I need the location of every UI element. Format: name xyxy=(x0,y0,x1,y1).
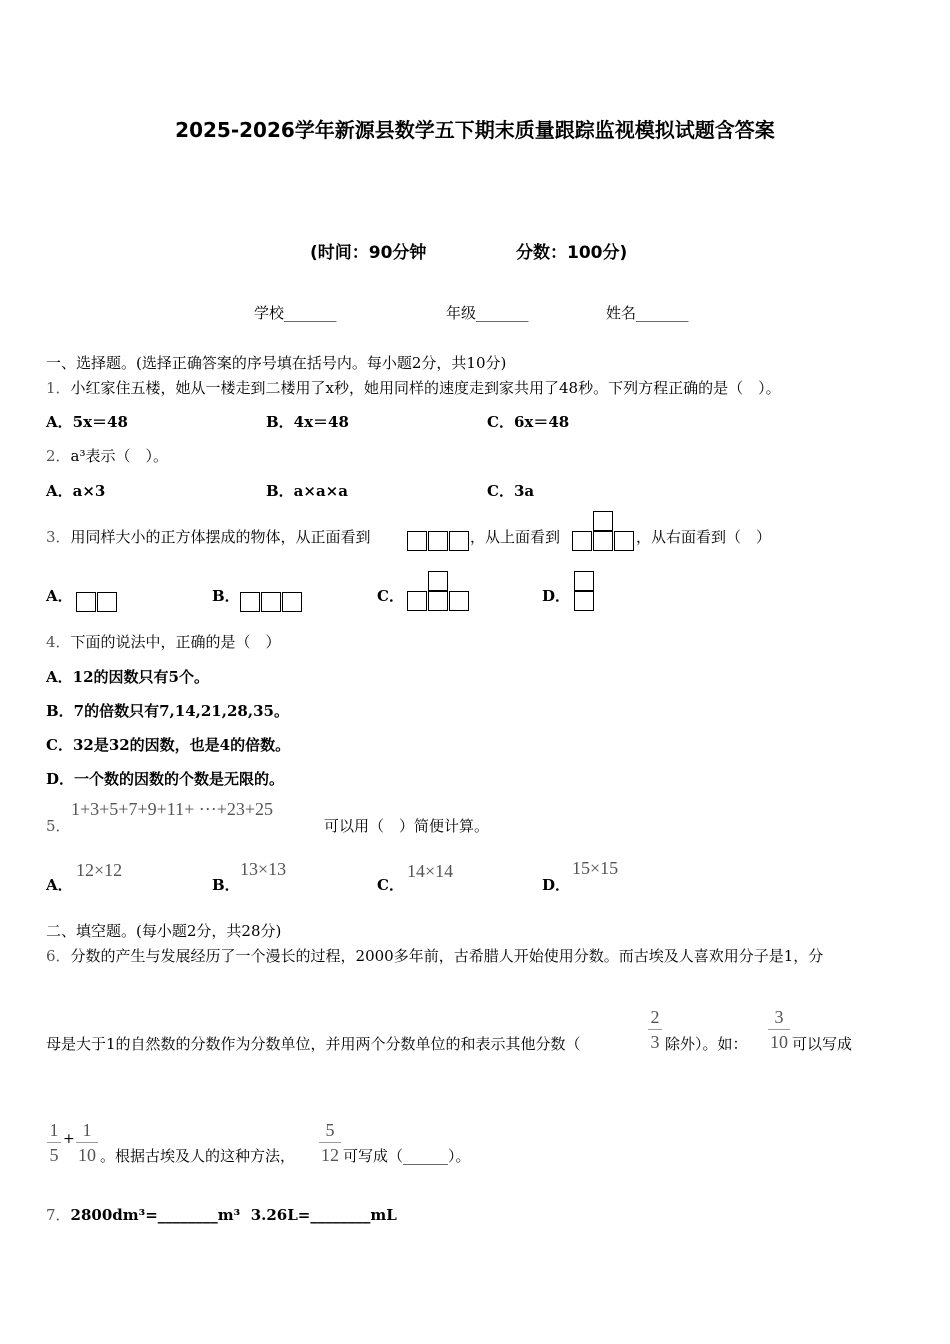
option-d: D． xyxy=(542,876,571,894)
option-b: B． xyxy=(212,587,240,605)
name-field: 姓名_______ xyxy=(606,304,689,322)
option-c: C． xyxy=(377,876,404,894)
option-c: C．6x＝48 xyxy=(487,413,570,431)
question-text: ，从右面看到（ ） xyxy=(636,528,772,546)
question-1 xyxy=(46,377,781,398)
question-3-a xyxy=(46,526,371,547)
question-text: ，从上面看到 xyxy=(470,528,561,546)
option-d: D． xyxy=(542,587,571,605)
option-c-expr: 14×14 xyxy=(407,861,454,881)
question-text: 分数的产生与发展经历了一个漫长的过程，2000多年前，古希腊人开始使用分数。而古埃及人喜欢用分子是1，分 xyxy=(70,947,824,965)
question-text: 2800dm³=________m³ xyxy=(70,1206,241,1224)
question-2 xyxy=(46,445,168,466)
exam-score: 分数：100分) xyxy=(516,243,628,263)
option-d-expr: 15×15 xyxy=(572,858,619,878)
page-title: 2025-2026学年新源县数学五下期末质量跟踪监视模拟试题含答案 xyxy=(175,118,775,142)
option-a: A．a×3 xyxy=(46,482,106,500)
section2-heading: 二、填空题。(每小题2分，共28分) xyxy=(46,922,282,940)
option-a: A．12的因数只有5个。 xyxy=(46,668,209,686)
option-a: A．5x＝48 xyxy=(46,413,128,431)
question-text: 用同样大小的正方体摆成的物体，从正面看到 xyxy=(70,528,371,546)
question-6-line1 xyxy=(46,945,823,966)
question-4 xyxy=(46,631,281,652)
fraction-5-12: 5 12 xyxy=(321,1120,339,1165)
school-field: 学校_______ xyxy=(254,304,337,322)
answer-blank: 可写成（______）。 xyxy=(343,1147,471,1165)
option-a: A． xyxy=(46,876,73,894)
option-b: B．4x＝48 xyxy=(266,413,349,431)
option-b: B． xyxy=(212,876,240,894)
option-d: D．一个数的因数的个数是无限的。 xyxy=(46,770,285,788)
sum-expression: 1+3+5+7+9+11+ ···+23+25 xyxy=(71,799,274,819)
fraction-1-5: 1 5 xyxy=(47,1119,61,1166)
fraction-2-3: 2 3 xyxy=(648,1006,662,1053)
option-b: B．7的倍数只有7,14,21,28,35。 xyxy=(46,702,289,720)
fraction-3-10: 3 10 xyxy=(770,1007,788,1052)
question-number: 7． xyxy=(46,1206,71,1224)
question-text: 3.26L=________mL xyxy=(250,1206,397,1224)
option-a-expr: 12×12 xyxy=(76,860,123,880)
option-c: C． xyxy=(377,587,404,605)
plus-sign: + xyxy=(63,1131,75,1147)
option-a: A． xyxy=(46,587,73,605)
question-text: 下面的说法中，正确的是（ ） xyxy=(70,633,281,651)
option-c: C．32是32的因数，也是4的倍数。 xyxy=(46,736,291,754)
fraction-1-10: 1 10 xyxy=(78,1120,96,1165)
question-text: a³表示（ ）。 xyxy=(70,447,169,465)
question-number: 5． xyxy=(46,817,71,835)
option-b-expr: 13×13 xyxy=(240,859,287,879)
question-7 xyxy=(46,1204,397,1225)
question-number: 2． xyxy=(46,447,71,465)
section1-heading: 一、选择题。(选择正确答案的序号填在括号内。每小题2分，共10分) xyxy=(46,354,507,372)
question-text: 。根据古埃及人的这种方法， xyxy=(100,1147,296,1165)
question-text: 母是大于1的自然数的分数作为分数单位，并用两个分数单位的和表示其他分数（ xyxy=(46,1035,581,1053)
question-text: 可以写成 xyxy=(792,1035,853,1053)
question-number: 4． xyxy=(46,633,71,651)
question-number: 1． xyxy=(46,379,71,397)
exam-time: (时间：90分钟 xyxy=(310,243,427,263)
option-b: B．a×a×a xyxy=(266,482,348,500)
question-text: 可以用（ ）简便计算。 xyxy=(324,817,490,835)
question-text: 小红家住五楼，她从一楼走到二楼用了x秒，她用同样的速度走到家共用了48秒。下列方程正确的是（ ）。 xyxy=(70,379,781,397)
question-text: 除外）。如： xyxy=(665,1035,748,1053)
question-number: 6． xyxy=(46,947,71,965)
question-number: 3． xyxy=(46,528,71,546)
option-c: C．3a xyxy=(487,482,535,500)
grade-field: 年级_______ xyxy=(446,304,529,322)
